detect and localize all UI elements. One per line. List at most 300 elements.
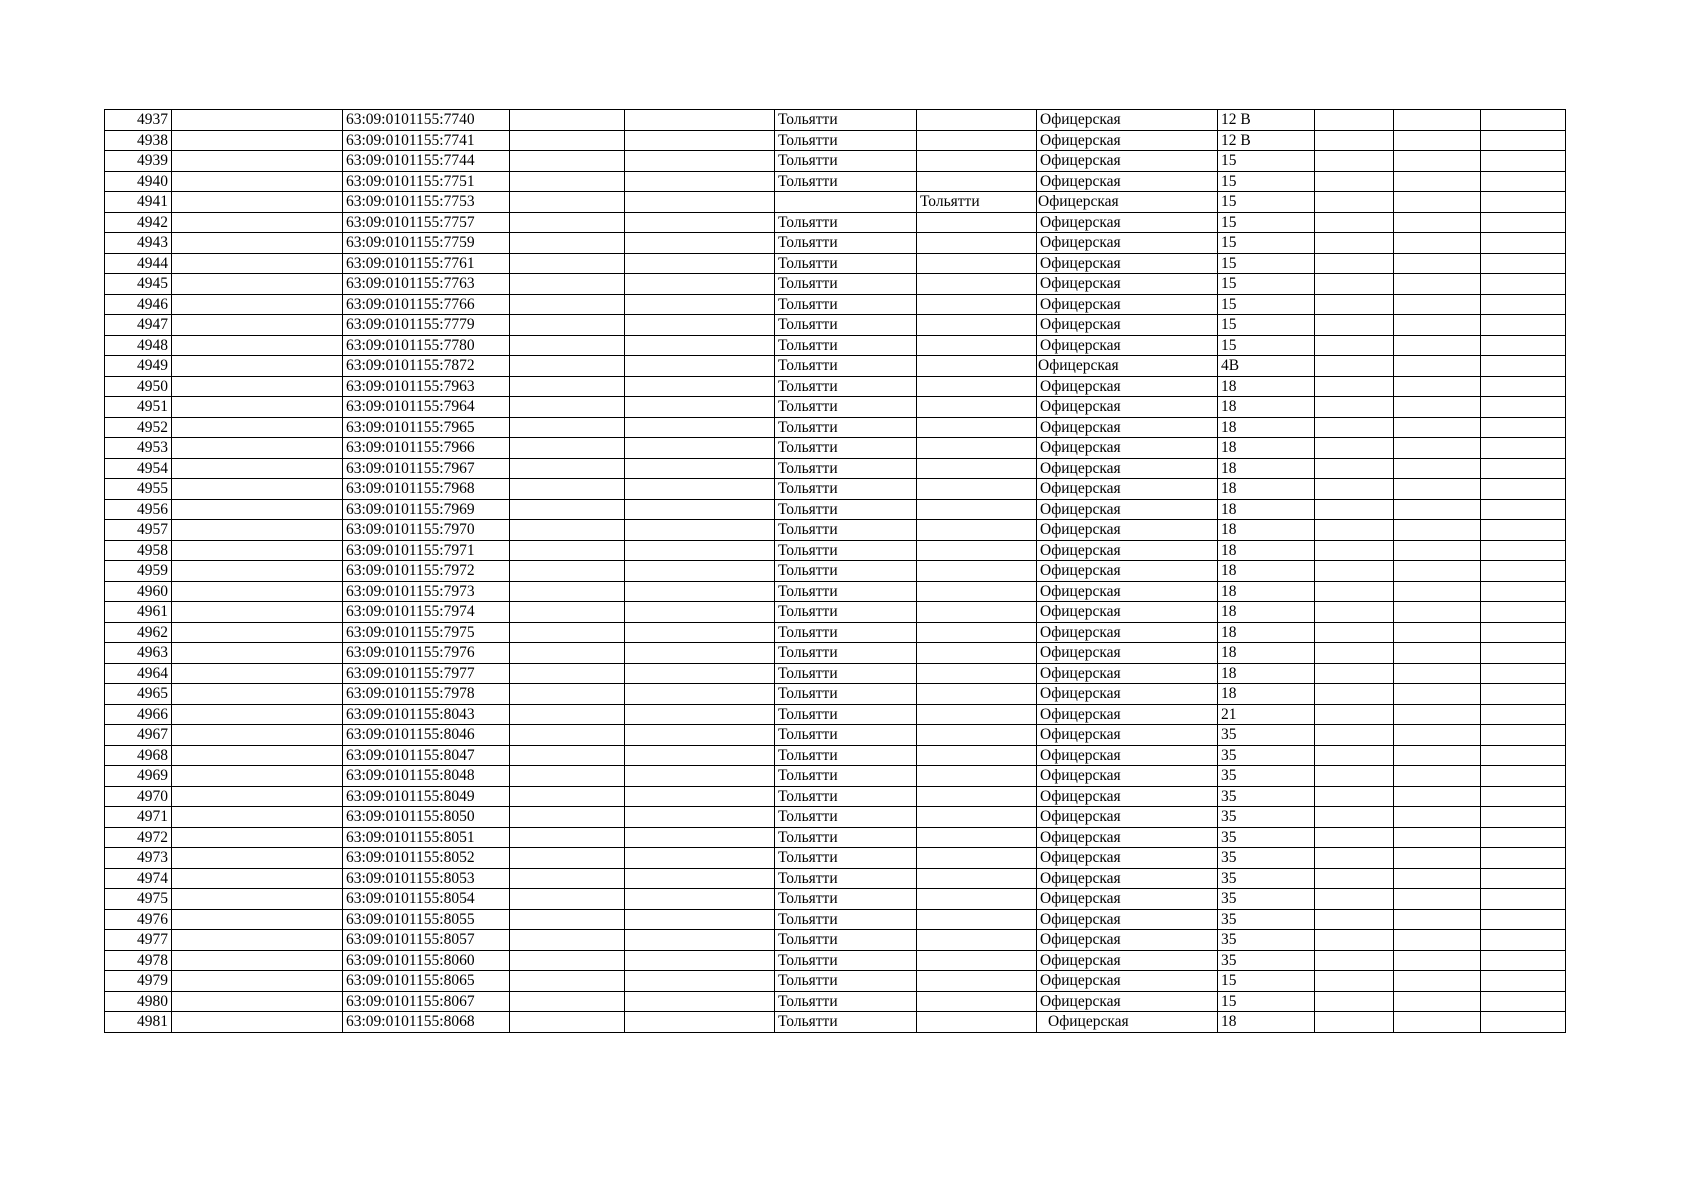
empty-cell [172, 335, 343, 356]
empty-cell [172, 848, 343, 869]
city-cell: Тольятти [775, 1012, 917, 1033]
empty-cell [625, 1012, 775, 1033]
empty-cell [625, 725, 775, 746]
house-number-cell: 15 [1218, 274, 1315, 295]
row-number-cell: 4967 [105, 725, 172, 746]
house-number-cell: 15 [1218, 335, 1315, 356]
table-row [105, 233, 1566, 254]
row-number-cell: 4975 [105, 889, 172, 910]
row-number-cell: 4943 [105, 233, 172, 254]
empty-cell [625, 520, 775, 541]
empty-cell [1315, 909, 1394, 930]
city-cell: Тольятти [775, 643, 917, 664]
empty-cell [510, 663, 625, 684]
street-cell: Офицерская [1037, 397, 1218, 418]
cadastral-number-cell: 63:09:0101155:8067 [343, 991, 510, 1012]
city-cell: Тольятти [775, 807, 917, 828]
table-row [105, 397, 1566, 418]
table-row [105, 950, 1566, 971]
empty-cell [1481, 499, 1566, 520]
empty-cell [1315, 417, 1394, 438]
row-number-cell: 4952 [105, 417, 172, 438]
empty-cell [172, 315, 343, 336]
house-number-cell: 35 [1218, 827, 1315, 848]
house-number-cell: 21 [1218, 704, 1315, 725]
table-row [105, 212, 1566, 233]
empty-cell [510, 458, 625, 479]
cadastral-number-cell: 63:09:0101155:7753 [343, 192, 510, 213]
house-number-cell: 18 [1218, 438, 1315, 459]
table-row [105, 663, 1566, 684]
locality-cell [917, 581, 1037, 602]
table-row [105, 909, 1566, 930]
empty-cell [625, 499, 775, 520]
table-row [105, 479, 1566, 500]
row-number-cell: 4966 [105, 704, 172, 725]
empty-cell [1315, 520, 1394, 541]
locality-cell [917, 622, 1037, 643]
table-row [105, 110, 1566, 131]
cadastral-number-cell: 63:09:0101155:7964 [343, 397, 510, 418]
house-number-cell: 18 [1218, 1012, 1315, 1033]
empty-cell [1481, 417, 1566, 438]
empty-cell [510, 971, 625, 992]
house-number-cell: 35 [1218, 745, 1315, 766]
empty-cell [510, 274, 625, 295]
empty-cell [510, 212, 625, 233]
empty-cell [510, 745, 625, 766]
city-cell: Тольятти [775, 397, 917, 418]
cadastral-number-cell: 63:09:0101155:7963 [343, 376, 510, 397]
empty-cell [1315, 725, 1394, 746]
locality-cell [917, 786, 1037, 807]
empty-cell [172, 294, 343, 315]
row-number-cell: 4962 [105, 622, 172, 643]
street-cell: Офицерская [1037, 212, 1218, 233]
empty-cell [625, 766, 775, 787]
row-number-cell: 4979 [105, 971, 172, 992]
cadastral-number-cell: 63:09:0101155:7741 [343, 130, 510, 151]
empty-cell [172, 540, 343, 561]
cadastral-number-cell: 63:09:0101155:7966 [343, 438, 510, 459]
city-cell: Тольятти [775, 848, 917, 869]
locality-cell [917, 520, 1037, 541]
empty-cell [1394, 1012, 1481, 1033]
empty-cell [172, 151, 343, 172]
empty-cell [172, 274, 343, 295]
city-cell: Тольятти [775, 766, 917, 787]
empty-cell [172, 602, 343, 623]
empty-cell [1315, 663, 1394, 684]
street-cell: Офицерская [1037, 335, 1218, 356]
cadastral-number-cell: 63:09:0101155:7974 [343, 602, 510, 623]
empty-cell [172, 192, 343, 213]
empty-cell [510, 704, 625, 725]
empty-cell [1394, 868, 1481, 889]
city-cell: Тольятти [775, 684, 917, 705]
street-cell: Офицерская [1037, 561, 1218, 582]
cadastral-number-cell: 63:09:0101155:7977 [343, 663, 510, 684]
city-cell: Тольятти [775, 499, 917, 520]
house-number-cell: 12 В [1218, 130, 1315, 151]
house-number-cell: 18 [1218, 643, 1315, 664]
empty-cell [1315, 438, 1394, 459]
locality-cell [917, 130, 1037, 151]
table-row [105, 643, 1566, 664]
empty-cell [172, 417, 343, 438]
street-cell: Офицерская [1037, 438, 1218, 459]
empty-cell [1481, 704, 1566, 725]
cadastral-number-cell: 63:09:0101155:8068 [343, 1012, 510, 1033]
empty-cell [1394, 684, 1481, 705]
empty-cell [625, 745, 775, 766]
empty-cell [1394, 561, 1481, 582]
empty-cell [510, 868, 625, 889]
table-row [105, 151, 1566, 172]
table-row [105, 889, 1566, 910]
empty-cell [625, 171, 775, 192]
cadastral-number-cell: 63:09:0101155:8052 [343, 848, 510, 869]
empty-cell [510, 192, 625, 213]
city-cell: Тольятти [775, 335, 917, 356]
empty-cell [1481, 602, 1566, 623]
locality-cell [917, 561, 1037, 582]
cadastral-number-cell: 63:09:0101155:8065 [343, 971, 510, 992]
row-number-cell: 4955 [105, 479, 172, 500]
cadastral-number-cell: 63:09:0101155:7761 [343, 253, 510, 274]
city-cell: Тольятти [775, 561, 917, 582]
row-number-cell: 4956 [105, 499, 172, 520]
empty-cell [172, 356, 343, 377]
empty-cell [625, 192, 775, 213]
empty-cell [1394, 581, 1481, 602]
cadastral-number-cell: 63:09:0101155:7763 [343, 274, 510, 295]
cadastral-number-cell: 63:09:0101155:7872 [343, 356, 510, 377]
house-number-cell: 35 [1218, 766, 1315, 787]
empty-cell [1481, 561, 1566, 582]
empty-cell [1394, 171, 1481, 192]
empty-cell [1394, 643, 1481, 664]
table-row [105, 602, 1566, 623]
street-cell: Офицерская [1037, 253, 1218, 274]
empty-cell [172, 725, 343, 746]
empty-cell [1315, 561, 1394, 582]
cadastral-number-cell: 63:09:0101155:7969 [343, 499, 510, 520]
empty-cell [1315, 479, 1394, 500]
street-cell: Офицерская [1037, 540, 1218, 561]
empty-cell [172, 868, 343, 889]
house-number-cell: 15 [1218, 212, 1315, 233]
empty-cell [172, 438, 343, 459]
empty-cell [625, 950, 775, 971]
empty-cell [625, 561, 775, 582]
empty-cell [1394, 458, 1481, 479]
locality-cell [917, 540, 1037, 561]
house-number-cell: 15 [1218, 253, 1315, 274]
locality-cell [917, 909, 1037, 930]
row-number-cell: 4968 [105, 745, 172, 766]
row-number-cell: 4970 [105, 786, 172, 807]
table-row [105, 315, 1566, 336]
empty-cell [172, 889, 343, 910]
empty-cell [625, 868, 775, 889]
row-number-cell: 4937 [105, 110, 172, 131]
row-number-cell: 4965 [105, 684, 172, 705]
empty-cell [1481, 356, 1566, 377]
locality-cell [917, 212, 1037, 233]
table-row [105, 274, 1566, 295]
locality-cell [917, 950, 1037, 971]
street-cell: Офицерская [1037, 725, 1218, 746]
locality-cell [917, 827, 1037, 848]
cadastral-number-cell: 63:09:0101155:8049 [343, 786, 510, 807]
empty-cell [172, 110, 343, 131]
table-row [105, 376, 1566, 397]
empty-cell [1394, 110, 1481, 131]
city-cell: Тольятти [775, 786, 917, 807]
empty-cell [1481, 581, 1566, 602]
cadastral-number-cell: 63:09:0101155:8055 [343, 909, 510, 930]
house-number-cell: 18 [1218, 458, 1315, 479]
street-cell: Офицерская [1037, 315, 1218, 336]
empty-cell [1481, 520, 1566, 541]
empty-cell [1394, 930, 1481, 951]
cadastral-number-cell: 63:09:0101155:8060 [343, 950, 510, 971]
empty-cell [1315, 212, 1394, 233]
empty-cell [172, 786, 343, 807]
empty-cell [625, 376, 775, 397]
city-cell: Тольятти [775, 438, 917, 459]
cadastral-number-cell: 63:09:0101155:7967 [343, 458, 510, 479]
cadastral-number-cell: 63:09:0101155:7740 [343, 110, 510, 131]
city-cell: Тольятти [775, 581, 917, 602]
empty-cell [1315, 110, 1394, 131]
empty-cell [172, 745, 343, 766]
city-cell: Тольятти [775, 171, 917, 192]
empty-cell [1394, 274, 1481, 295]
street-cell: Офицерская [1037, 643, 1218, 664]
empty-cell [625, 807, 775, 828]
street-cell: Офицерская [1037, 909, 1218, 930]
cadastral-number-cell: 63:09:0101155:7976 [343, 643, 510, 664]
city-cell: Тольятти [775, 971, 917, 992]
empty-cell [1394, 827, 1481, 848]
empty-cell [510, 807, 625, 828]
house-number-cell: 18 [1218, 376, 1315, 397]
city-cell: Тольятти [775, 253, 917, 274]
cadastral-number-cell: 63:09:0101155:8047 [343, 745, 510, 766]
empty-cell [1481, 643, 1566, 664]
empty-cell [625, 622, 775, 643]
empty-cell [1394, 909, 1481, 930]
street-cell: Офицерская [1037, 274, 1218, 295]
empty-cell [1394, 786, 1481, 807]
empty-cell [1394, 520, 1481, 541]
empty-cell [1394, 889, 1481, 910]
row-number-cell: 4957 [105, 520, 172, 541]
empty-cell [1394, 766, 1481, 787]
empty-cell [625, 971, 775, 992]
empty-cell [1481, 930, 1566, 951]
house-number-cell: 35 [1218, 930, 1315, 951]
house-number-cell: 18 [1218, 663, 1315, 684]
empty-cell [1394, 479, 1481, 500]
house-number-cell: 18 [1218, 499, 1315, 520]
cadastral-number-cell: 63:09:0101155:7968 [343, 479, 510, 500]
locality-cell [917, 704, 1037, 725]
empty-cell [1481, 253, 1566, 274]
empty-cell [1481, 479, 1566, 500]
row-number-cell: 4942 [105, 212, 172, 233]
empty-cell [510, 581, 625, 602]
row-number-cell: 4973 [105, 848, 172, 869]
street-cell: Офицерская [1037, 848, 1218, 869]
street-cell: Офицерская [1037, 622, 1218, 643]
row-number-cell: 4948 [105, 335, 172, 356]
empty-cell [1481, 110, 1566, 131]
table-row [105, 294, 1566, 315]
empty-cell [1315, 499, 1394, 520]
house-number-cell: 35 [1218, 848, 1315, 869]
empty-cell [510, 397, 625, 418]
empty-cell [1315, 786, 1394, 807]
locality-cell [917, 499, 1037, 520]
empty-cell [510, 110, 625, 131]
empty-cell [1315, 602, 1394, 623]
house-number-cell: 35 [1218, 807, 1315, 828]
cadastral-number-cell: 63:09:0101155:7780 [343, 335, 510, 356]
empty-cell [1315, 356, 1394, 377]
row-number-cell: 4974 [105, 868, 172, 889]
empty-cell [1394, 335, 1481, 356]
street-cell: Офицерская [1037, 417, 1218, 438]
empty-cell [1315, 581, 1394, 602]
row-number-cell: 4944 [105, 253, 172, 274]
locality-cell [917, 335, 1037, 356]
house-number-cell: 18 [1218, 684, 1315, 705]
cadastral-number-cell: 63:09:0101155:8057 [343, 930, 510, 951]
empty-cell [1481, 868, 1566, 889]
street-cell: Офицерская [1037, 889, 1218, 910]
table-row [105, 130, 1566, 151]
table-row [105, 930, 1566, 951]
empty-cell [510, 725, 625, 746]
empty-cell [510, 991, 625, 1012]
empty-cell [625, 274, 775, 295]
street-cell: Офицерская [1037, 499, 1218, 520]
empty-cell [510, 315, 625, 336]
house-number-cell: 4В [1218, 356, 1315, 377]
table-row [105, 335, 1566, 356]
locality-cell [917, 233, 1037, 254]
city-cell: Тольятти [775, 151, 917, 172]
locality-cell [917, 745, 1037, 766]
street-cell: Офицерская [1037, 745, 1218, 766]
table-row [105, 499, 1566, 520]
empty-cell [625, 151, 775, 172]
table-row [105, 971, 1566, 992]
empty-cell [1481, 274, 1566, 295]
register-body [105, 110, 1566, 1033]
cadastral-number-cell: 63:09:0101155:7972 [343, 561, 510, 582]
empty-cell [625, 602, 775, 623]
empty-cell [1481, 233, 1566, 254]
city-cell: Тольятти [775, 376, 917, 397]
empty-cell [172, 991, 343, 1012]
row-number-cell: 4980 [105, 991, 172, 1012]
row-number-cell: 4969 [105, 766, 172, 787]
empty-cell [1394, 622, 1481, 643]
empty-cell [625, 909, 775, 930]
street-cell: Офицерская [1037, 233, 1218, 254]
row-number-cell: 4960 [105, 581, 172, 602]
empty-cell [510, 848, 625, 869]
empty-cell [510, 233, 625, 254]
empty-cell [172, 581, 343, 602]
row-number-cell: 4945 [105, 274, 172, 295]
empty-cell [1315, 807, 1394, 828]
empty-cell [1394, 971, 1481, 992]
empty-cell [625, 110, 775, 131]
row-number-cell: 4949 [105, 356, 172, 377]
row-number-cell: 4954 [105, 458, 172, 479]
locality-cell [917, 397, 1037, 418]
empty-cell [1315, 868, 1394, 889]
table-row [105, 540, 1566, 561]
empty-cell [172, 950, 343, 971]
empty-cell [1394, 438, 1481, 459]
empty-cell [510, 356, 625, 377]
cadastral-number-cell: 63:09:0101155:7757 [343, 212, 510, 233]
empty-cell [625, 786, 775, 807]
empty-cell [1481, 663, 1566, 684]
empty-cell [625, 253, 775, 274]
empty-cell [1394, 294, 1481, 315]
cadastral-number-cell: 63:09:0101155:7975 [343, 622, 510, 643]
table-row [105, 171, 1566, 192]
empty-cell [625, 848, 775, 869]
empty-cell [1315, 233, 1394, 254]
empty-cell [625, 991, 775, 1012]
city-cell: Тольятти [775, 725, 917, 746]
city-cell: Тольятти [775, 704, 917, 725]
street-cell: Офицерская [1037, 684, 1218, 705]
empty-cell [625, 479, 775, 500]
cadastral-number-cell: 63:09:0101155:8046 [343, 725, 510, 746]
row-number-cell: 4947 [105, 315, 172, 336]
row-number-cell: 4939 [105, 151, 172, 172]
empty-cell [1481, 212, 1566, 233]
city-cell: Тольятти [775, 868, 917, 889]
house-number-cell: 18 [1218, 561, 1315, 582]
house-number-cell: 15 [1218, 991, 1315, 1012]
empty-cell [1315, 192, 1394, 213]
empty-cell [625, 233, 775, 254]
street-cell: Офицерская [1037, 766, 1218, 787]
city-cell: Тольятти [775, 745, 917, 766]
empty-cell [625, 827, 775, 848]
street-cell: Офицерская [1037, 581, 1218, 602]
empty-cell [510, 889, 625, 910]
empty-cell [172, 561, 343, 582]
empty-cell [172, 130, 343, 151]
empty-cell [1394, 663, 1481, 684]
locality-cell [917, 253, 1037, 274]
table-row [105, 807, 1566, 828]
empty-cell [1481, 725, 1566, 746]
street-cell: Офицерская [1037, 663, 1218, 684]
house-number-cell: 15 [1218, 171, 1315, 192]
